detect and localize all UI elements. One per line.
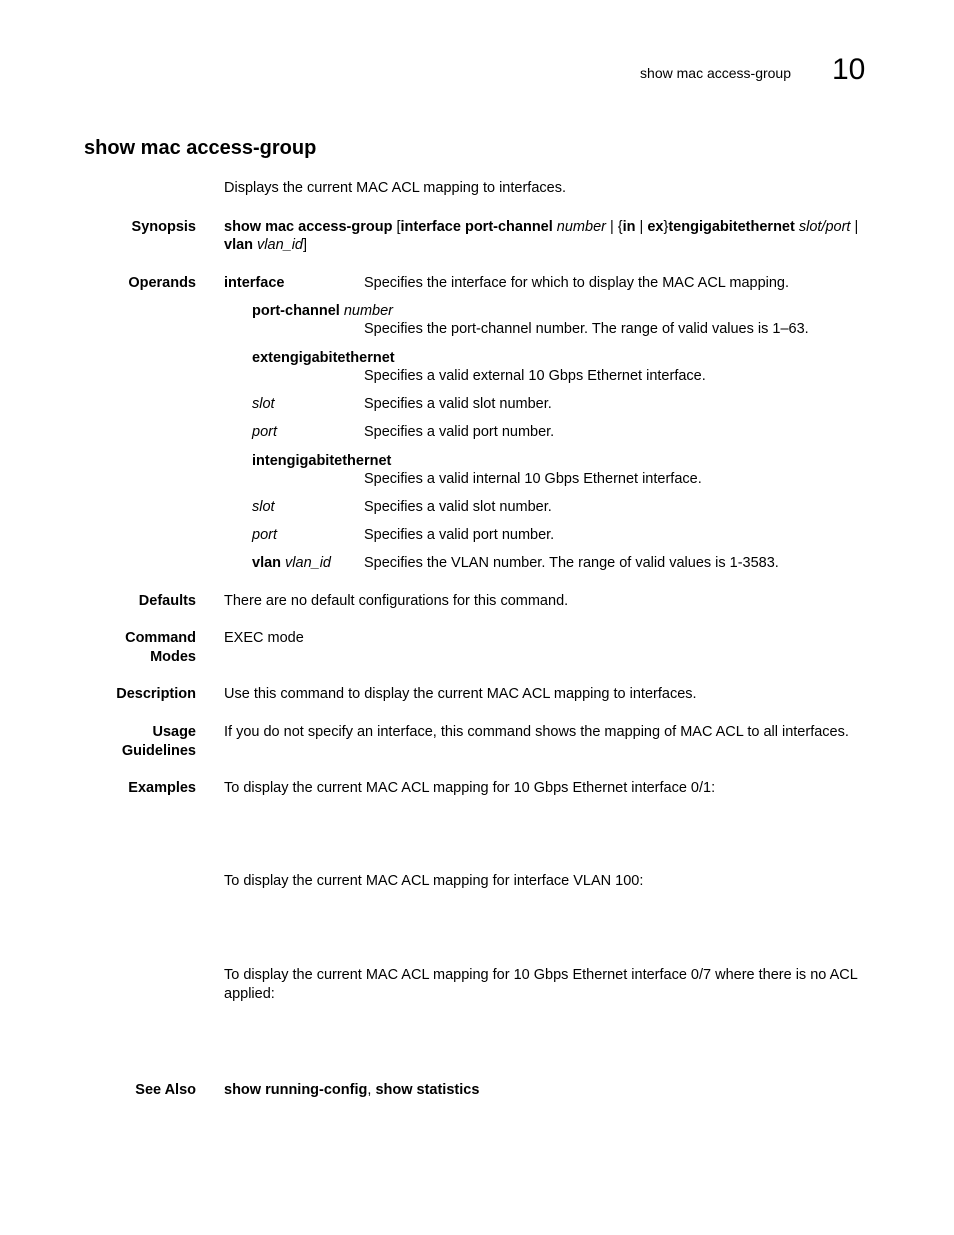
operand-vlan-desc: Specifies the VLAN number. The range of valid values is 1-3583. <box>364 555 779 571</box>
description-text: Use this command to display the current MAC ACL mapping to interfaces. <box>224 686 697 702</box>
operand-intengig-desc: Specifies a valid internal 10 Gbps Ethernet interface. <box>364 471 702 487</box>
usage-guidelines-text: If you do not specify an interface, this command shows the mapping of MAC ACL to all interfaces. <box>224 724 849 740</box>
synopsis-command: show mac access-group <box>224 219 393 235</box>
synopsis-arg-vlan-id: vlan_id <box>253 237 303 253</box>
example-3-text-line-1: To display the current MAC ACL mapping for 10 Gbps Ethernet interface 0/7 where there is no ACL <box>224 967 858 983</box>
synopsis-kw-vlan: vlan <box>224 237 254 253</box>
synopsis-sep-1: | { <box>605 219 623 235</box>
page-title: show mac access-group <box>84 137 317 159</box>
command-modes-label-line-2: Modes <box>150 649 196 665</box>
operand-ext-slot-desc: Specifies a valid slot number. <box>364 396 552 412</box>
operand-port-channel-name <box>252 302 393 321</box>
operand-ext-port-name: port <box>252 424 277 440</box>
synopsis-bracket-open: [ <box>392 219 401 235</box>
synopsis-arg-number: number <box>552 219 606 235</box>
operand-extengig-desc: Specifies a valid external 10 Gbps Ethernet interface. <box>364 368 706 384</box>
see-also-link-statistics[interactable]: show statistics <box>375 1082 480 1098</box>
chapter-number: 10 <box>832 53 866 86</box>
synopsis-brace-close: } <box>663 219 669 235</box>
operand-vlan-arg: vlan_id <box>281 555 331 571</box>
example-2-text: To display the current MAC ACL mapping for interface VLAN 100: <box>224 873 644 889</box>
operand-port-channel-keyword: port-channel <box>252 303 340 319</box>
operand-int-slot-name: slot <box>252 499 275 515</box>
see-also-label: See Also <box>135 1082 196 1098</box>
operand-int-slot-desc: Specifies a valid slot number. <box>364 499 552 515</box>
usage-guidelines-label-line-2: Guidelines <box>121 743 196 759</box>
command-modes-label-line-1: Command <box>125 630 196 646</box>
summary-text: Displays the current MAC ACL mapping to interfaces. <box>224 180 566 196</box>
synopsis-line-2 <box>224 236 307 255</box>
synopsis-kw-ex: ex <box>647 219 664 235</box>
synopsis-sep-3: | <box>850 219 859 235</box>
examples-label: Examples <box>128 780 196 796</box>
operand-port-channel-arg: number <box>339 303 394 319</box>
synopsis-kw-interface-port-channel: interface port-channel <box>400 219 553 235</box>
synopsis-kw-in: in <box>622 219 636 235</box>
operand-vlan-keyword: vlan <box>252 555 282 571</box>
defaults-label: Defaults <box>138 593 196 609</box>
example-1-text: To display the current MAC ACL mapping for 10 Gbps Ethernet interface 0/1: <box>224 780 716 796</box>
see-also-separator: , <box>367 1082 376 1098</box>
synopsis-label: Synopsis <box>131 219 196 235</box>
usage-guidelines-label-line-1: Usage <box>152 724 196 740</box>
operand-interface-name: interface <box>224 275 285 291</box>
operand-ext-slot-name: slot <box>252 396 275 412</box>
running-header-title: show mac access-group <box>640 65 791 81</box>
operand-intengig-name: intengigabitethernet <box>252 453 392 469</box>
operand-interface-desc: Specifies the interface for which to display the MAC ACL mapping. <box>364 275 790 291</box>
see-also-link-running-config[interactable]: show running-config <box>224 1082 368 1098</box>
operand-int-port-name: port <box>252 527 277 543</box>
operand-vlan-name <box>252 554 331 573</box>
operand-int-port-desc: Specifies a valid port number. <box>364 527 555 543</box>
see-also-links <box>224 1081 479 1100</box>
operand-port-channel-desc: Specifies the port-channel number. The range of valid values is 1–63. <box>364 321 809 337</box>
command-modes-text: EXEC mode <box>224 630 304 646</box>
synopsis-line-1 <box>224 218 858 237</box>
operand-ext-port-desc: Specifies a valid port number. <box>364 424 555 440</box>
description-label: Description <box>116 686 196 702</box>
operands-label: Operands <box>128 275 196 291</box>
synopsis-bracket-close: ] <box>303 237 308 253</box>
operand-extengig-name: extengigabitethernet <box>252 350 395 366</box>
example-3-text-line-2: applied: <box>224 986 275 1002</box>
defaults-text: There are no default configurations for this command. <box>224 593 569 609</box>
synopsis-arg-slot-port: slot/port <box>794 219 851 235</box>
synopsis-sep-2: | <box>635 219 648 235</box>
synopsis-kw-tengigabitethernet: tengigabitethernet <box>668 219 795 235</box>
